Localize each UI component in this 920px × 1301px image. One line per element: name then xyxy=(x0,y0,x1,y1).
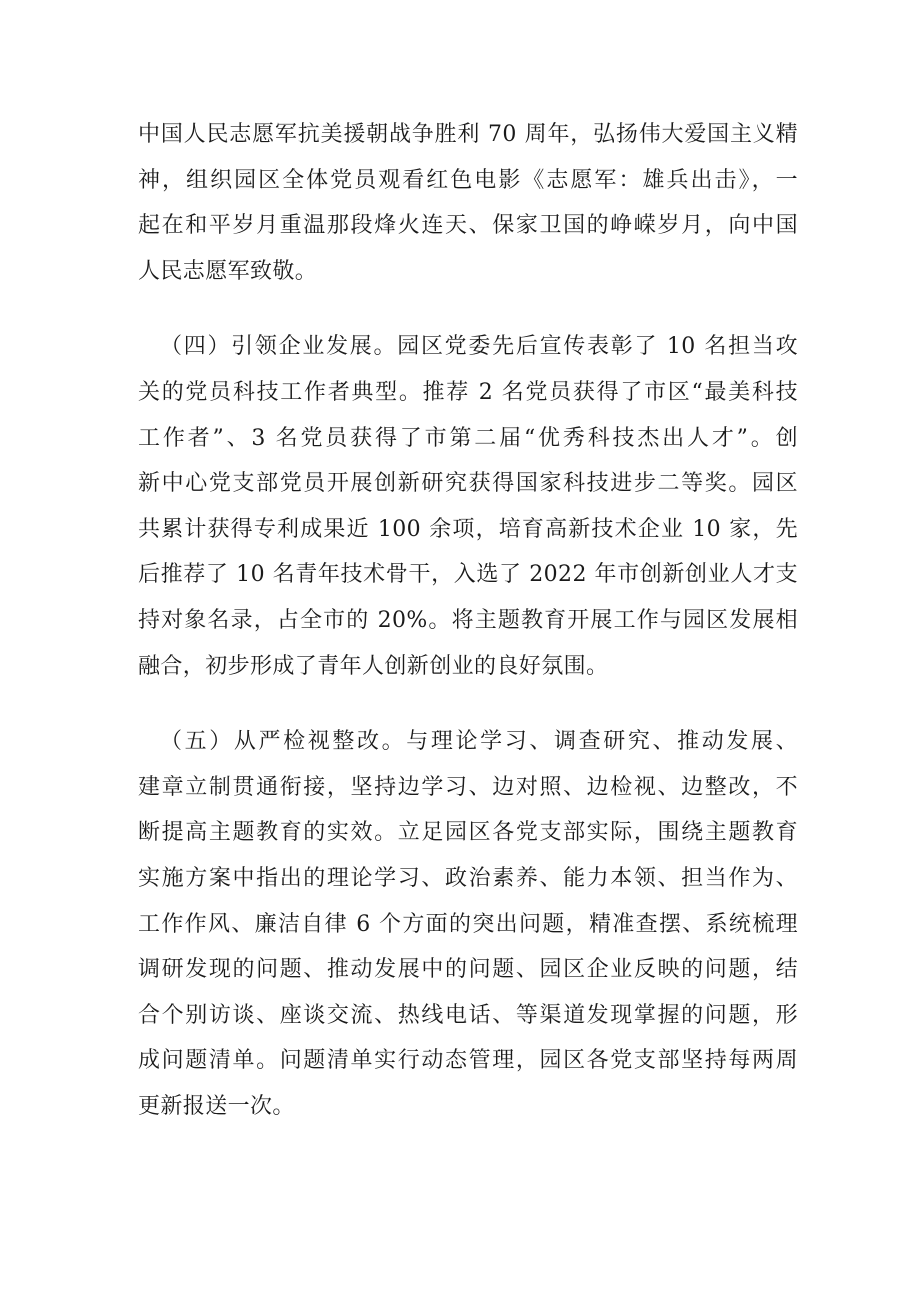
text-line: 人民志愿军致敬。 xyxy=(138,258,318,284)
text-line: 实施方案中指出的理论学习、政治素养、能力本领、担当作为、 xyxy=(138,865,798,891)
text-line: 调研发现的问题、推动发展中的问题、园区企业反映的问题，结 xyxy=(138,957,798,983)
text-line: 成问题清单。问题清单实行动态管理，园区各党支部坚持每两周 xyxy=(138,1048,798,1074)
text-line: 后推荐了 10 名青年技术骨干，入选了 2022 年市创新创业人才支 xyxy=(138,562,798,588)
text-line: 中国人民志愿军抗美援朝战争胜利 70 周年，弘扬伟大爱国主义精 xyxy=(138,122,798,147)
paragraph-spacer xyxy=(138,689,798,719)
text-line: 持对象名录，占全市的 20%。将主题教育开展工作与园区发展相 xyxy=(138,607,798,633)
paragraph-volunteer-army xyxy=(138,112,798,294)
paragraph-rectification xyxy=(138,719,798,1129)
paragraph-spacer xyxy=(138,294,798,324)
text-line: （五）从严检视整改。与理论学习、调查研究、推动发展、 xyxy=(160,729,798,755)
text-line: 新中心党支部党员开展创新研究获得国家科技进步二等奖。园区 xyxy=(138,471,798,497)
text-line: 工作作风、廉洁自律 6 个方面的突出问题，精准查摆、系统梳理 xyxy=(138,911,798,937)
text-line: 融合，初步形成了青年人创新创业的良好氛围。 xyxy=(138,653,609,679)
paragraph-enterprise-development xyxy=(138,324,798,689)
text-line: 关的党员科技工作者典型。推荐 2 名党员获得了市区“最美科技 xyxy=(138,379,798,405)
text-line: 共累计获得专利成果近 100 余项，培育高新技术企业 10 家，先 xyxy=(138,516,798,542)
text-line: 更新报送一次。 xyxy=(138,1093,295,1119)
text-line: 断提高主题教育的实效。立足园区各党支部实际，围绕主题教育 xyxy=(138,820,798,846)
text-line: （四）引领企业发展。园区党委先后宣传表彰了 10 名担当攻 xyxy=(160,334,798,360)
text-line: 合个别访谈、座谈交流、热线电话、等渠道发现掌握的问题，形 xyxy=(138,1002,798,1028)
text-line: 神，组织园区全体党员观看红色电影《志愿军：雄兵出击》，一 xyxy=(138,167,798,193)
text-line: 建章立制贯通衔接，坚持边学习、边对照、边检视、边整改，不 xyxy=(138,774,798,800)
text-line: 工作者”、3 名党员获得了市第二届“优秀科技杰出人才”。创 xyxy=(138,425,798,451)
text-line: 起在和平岁月重温那段烽火连天、保家卫国的峥嵘岁月，向中国 xyxy=(138,213,798,239)
document-body xyxy=(138,112,798,1129)
